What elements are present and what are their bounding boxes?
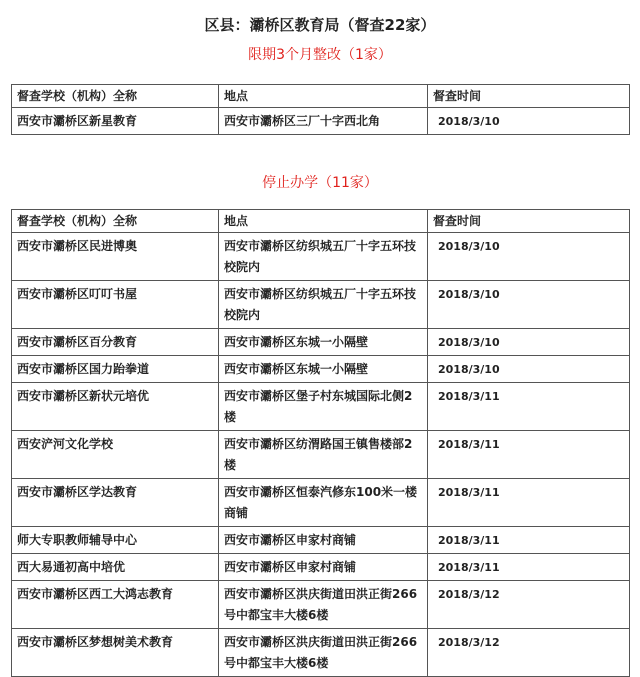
page-title: 区县：灞桥区教育局（督查22家） [204,16,436,34]
cell-school: 西安市灞桥区国力跆拳道 [12,356,219,383]
table-row [12,629,630,677]
cell-school: 西安市灞桥区新星教育 [12,108,219,135]
cell-school: 西安市灞桥区梦想树美术教育 [12,629,219,677]
table-header-row [12,85,630,108]
header-location: 地点 [219,210,428,233]
table-close [11,209,630,677]
cell-date: 2018/3/11 [428,479,630,527]
table-row [12,329,630,356]
table-header-row [12,210,630,233]
table-row [12,108,630,135]
table-row [12,479,630,527]
header-school: 督查学校（机构）全称 [12,210,219,233]
cell-date: 2018/3/12 [428,581,630,629]
table-row [12,233,630,281]
cell-location: 西安市灞桥区申家村商铺 [219,554,428,581]
cell-school: 西安市灞桥区学达教育 [12,479,219,527]
header-date: 督查时间 [428,210,630,233]
cell-location: 西安市灞桥区纺渭路国王镇售楼部2楼 [219,431,428,479]
cell-school: 西安市灞桥区百分教育 [12,329,219,356]
cell-date: 2018/3/10 [428,329,630,356]
cell-school: 师大专职教师辅导中心 [12,527,219,554]
cell-location: 西安市灞桥区申家村商铺 [219,527,428,554]
cell-school: 西安市灞桥区西工大鸿志教育 [12,581,219,629]
cell-date: 2018/3/12 [428,629,630,677]
section2-heading: 停止办学（11家） [262,175,378,191]
table-rectify [11,84,630,135]
cell-date: 2018/3/11 [428,431,630,479]
cell-location: 西安市灞桥区三厂十字西北角 [219,108,428,135]
cell-location: 西安市灞桥区恒泰汽修东100米一楼商铺 [219,479,428,527]
table-row [12,431,630,479]
cell-school: 西安市灞桥区新状元培优 [12,383,219,431]
cell-location: 西安市灞桥区洪庆街道田洪正街266号中都宝丰大楼6楼 [219,629,428,677]
cell-date: 2018/3/10 [428,108,630,135]
table-row [12,527,630,554]
header-location: 地点 [219,85,428,108]
table-row [12,554,630,581]
cell-date: 2018/3/11 [428,527,630,554]
cell-date: 2018/3/11 [428,554,630,581]
cell-date: 2018/3/10 [428,281,630,329]
cell-school: 西安市灞桥区叮叮书屋 [12,281,219,329]
cell-location: 西安市灞桥区纺织城五厂十字五环技校院内 [219,281,428,329]
cell-school: 西大易通初高中培优 [12,554,219,581]
cell-school: 西安市灞桥区民进博奥 [12,233,219,281]
table-row [12,383,630,431]
header-date: 督查时间 [428,85,630,108]
cell-location: 西安市灞桥区纺织城五厂十字五环技校院内 [219,233,428,281]
header-school: 督查学校（机构）全称 [12,85,219,108]
section1-heading: 限期3个月整改（1家） [248,47,392,63]
cell-date: 2018/3/10 [428,356,630,383]
table-row [12,356,630,383]
cell-date: 2018/3/10 [428,233,630,281]
table-row [12,581,630,629]
cell-location: 西安市灞桥区洪庆街道田洪正街266号中都宝丰大楼6楼 [219,581,428,629]
cell-school: 西安浐河文化学校 [12,431,219,479]
cell-location: 西安市灞桥区东城一小隔壁 [219,329,428,356]
cell-date: 2018/3/11 [428,383,630,431]
cell-location: 西安市灞桥区东城一小隔壁 [219,356,428,383]
cell-location: 西安市灞桥区堡子村东城国际北侧2楼 [219,383,428,431]
table-row [12,281,630,329]
